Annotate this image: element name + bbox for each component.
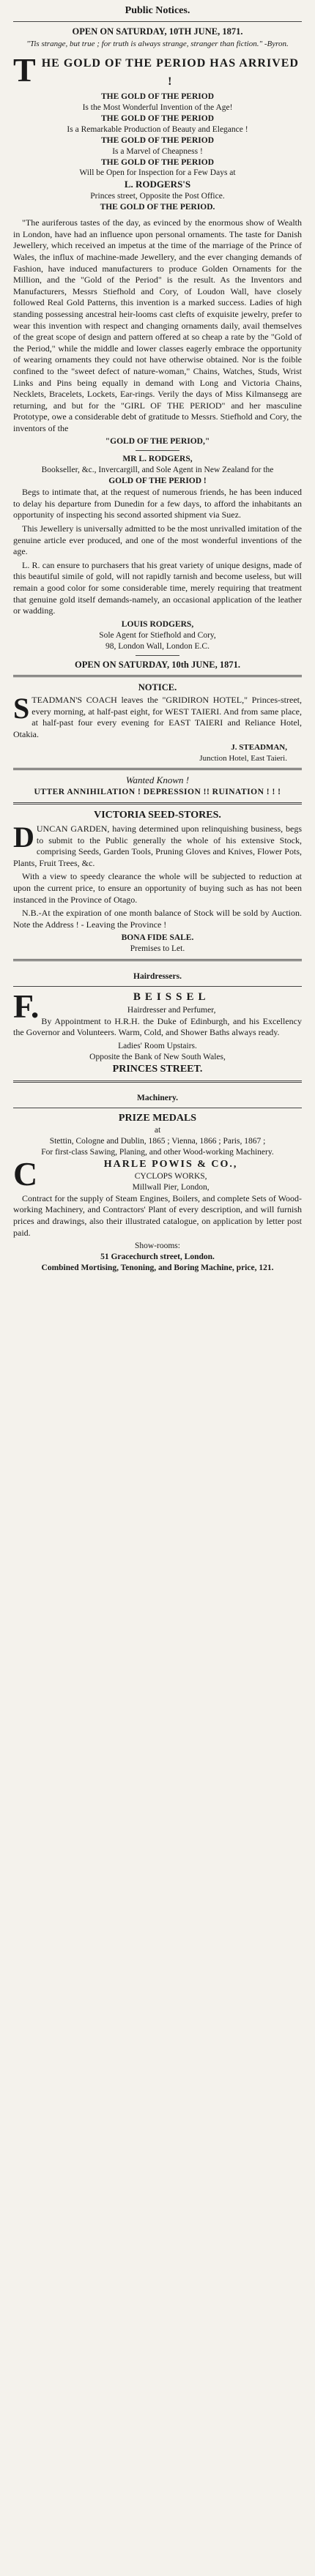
gold-line: Princes street, Opposite the Post Office. bbox=[90, 192, 225, 201]
gold-line: THE GOLD OF THE PERIOD bbox=[101, 157, 214, 167]
gold-line: Is the Most Wonderful Invention of the Age! bbox=[82, 102, 233, 112]
gold-sign-line: Sole Agent for Stiefhold and Cory, bbox=[99, 630, 216, 640]
hairdresser-name: BEISSEL bbox=[133, 991, 210, 1004]
machinery-pier: Millwall Pier, London, bbox=[132, 1182, 210, 1192]
victoria-nb: N.B.-At the expiration of one month balance of Stock will be sold by Auction. Note the Address ! - Leaving the Province ! bbox=[13, 908, 302, 930]
wanted-notice bbox=[13, 774, 302, 798]
machinery-works: CYCLOPS WORKS, bbox=[134, 1172, 207, 1181]
divider bbox=[13, 768, 302, 770]
gold-body: "The auriferous tastes of the day, as evinced by the enormous show of Wealth in London, have had an influence upon personal ornaments. The taste for Danish Jewellery, which received an impetus at the time of the marriage of the Prince of Wales, the influx of machine-made Jewellery, and the ever changing demands of Fashion, have induced manufacturers to produce Golden Ornaments for the Million, and the "Gold of the Period" is the result. As the Inventors and Manufacturers, Messrs Stiefhold and Cory, of Loudon Wall, have closely followed Real Gold Patterns, this invention is a marked success. Ladies of high standing possessing ancestral heir-looms cast clefts of exquisite jewelry, prefer to wear this invention with respect and changing ornaments daily, avail themselves of the great scope of design and pattern offered at so cheap a rate by the "Gold of the Period," while the middle and lower classes eagerly embrace the opportunity of wearing ornaments they could not have otherwise obtained. Nor is the foible confined to the "sweet defect of nature-woman," Chains, Watches, Studs, Wrist Links and Pins being equally in demand with Long and Victoria Chains, Necklets, Bracelets, Lockets, Ear-rings. Verily the days of Miss Kilmansegg are returning, and but for the "GIRL OF THE PERIOD" and her masculine Prototype, owe a considerable debt of gratitude to Messrs. Stiefhold and Cory, the inventors of the bbox=[13, 217, 302, 433]
notice-body bbox=[13, 692, 302, 740]
machinery-addr: Combined Mortising, Tenoning, and Boring Machine, price, 121. bbox=[41, 1263, 274, 1273]
hairdresser-address: PRINCES STREET. bbox=[112, 1063, 203, 1075]
gold-line: THE GOLD OF THE PERIOD bbox=[101, 92, 214, 101]
victoria-drop-cap: D bbox=[13, 821, 34, 854]
machinery-firm-block bbox=[13, 1154, 302, 1193]
gold-line: Will be Open for Inspection for a Few Days at bbox=[79, 168, 236, 178]
machinery-advertisement bbox=[13, 1093, 302, 1274]
hairdressers-heading: Hairdressers. bbox=[133, 972, 182, 982]
machinery-show: Show-rooms: bbox=[135, 1242, 180, 1251]
gold-assure: L. R. can ensure to purchasers that his great variety of unique designs, made of this beautiful simile of gold, will not rapidly tarnish and become useless, but will remain a good color for some considerable time, merely requiring that treatment that genuine gold itself demands-namely, an occasional application of the leather or wadding. bbox=[13, 559, 302, 616]
wanted-line: Wanted Known ! bbox=[125, 774, 190, 786]
machinery-addr: 51 Gracechurch street, London. bbox=[100, 1252, 215, 1262]
gold-line: THE GOLD OF THE PERIOD bbox=[101, 135, 214, 145]
section-header: Public Notices. bbox=[125, 5, 190, 16]
victoria-text: UNCAN GARDEN, having determined upon relinquishing business, begs to submit to the Public generally the whole of his extensive Stock, comprising Seeds, Garden Tools, Pruning Gloves and Knives, Flower Pots, Plants, Fruit Trees, &c. bbox=[13, 824, 302, 868]
machinery-firm: HARLE POWIS & CO., bbox=[103, 1158, 238, 1170]
gold-sign-line: 98, London Wall, London E.C. bbox=[105, 641, 210, 651]
victoria-title: VICTORIA SEED-STORES. bbox=[94, 809, 221, 821]
machinery-places: Stettin, Cologne and Dublin, 1865 ; Vienna, 1866 ; Paris, 1867 ; bbox=[49, 1136, 266, 1146]
notice-drop-cap: S bbox=[13, 692, 30, 725]
divider bbox=[136, 655, 179, 656]
hairdresser-line: Hairdresser and Perfumer, bbox=[127, 1005, 216, 1015]
rodgers-gold: GOLD OF THE PERIOD ! bbox=[108, 477, 207, 486]
gold-line: THE GOLD OF THE PERIOD bbox=[101, 113, 214, 123]
divider bbox=[13, 986, 302, 987]
gold-line: Is a Remarkable Production of Beauty and Elegance ! bbox=[67, 124, 248, 134]
gold-line: Is a Marvel of Cheapness ! bbox=[112, 146, 203, 156]
hairdresser-opposite: Opposite the Bank of New South Wales, bbox=[89, 1052, 226, 1061]
hairdresser-ad bbox=[13, 990, 302, 1076]
divider bbox=[13, 802, 302, 804]
victoria-sale: BONA FIDE SALE. bbox=[121, 933, 194, 943]
gold-line: THE GOLD OF THE PERIOD. bbox=[100, 203, 215, 212]
notice-sign-sub: Junction Hotel, East Taieri. bbox=[199, 753, 287, 763]
gold-closing-quote: "GOLD OF THE PERIOD," bbox=[105, 437, 210, 447]
rodgers-desc: Bookseller, &c., Invercargill, and Sole Agent in New Zealand for the bbox=[41, 466, 274, 475]
victoria-body bbox=[13, 821, 302, 869]
notice-sign: J. STEADMAN, bbox=[231, 743, 287, 753]
notice-title: NOTICE. bbox=[138, 682, 177, 692]
divider bbox=[136, 450, 179, 451]
gold-opening: OPEN ON SATURDAY, 10TH JUNE, 1871. bbox=[72, 26, 243, 37]
gold-line: L. RODGERS'S bbox=[124, 179, 191, 190]
machinery-prize: PRIZE MEDALS bbox=[118, 1112, 197, 1124]
divider bbox=[13, 959, 302, 961]
gold-headline bbox=[13, 51, 302, 92]
machinery-contract: Contract for the supply of Steam Engines, Boilers, and complete Sets of Wood-working Machinery, and Contractors' Plant of every description, and will furnish prices and drawings, also their illustrated catalogue, on application by letter post paid. bbox=[13, 1192, 302, 1238]
gold-advertisement bbox=[13, 26, 302, 671]
victoria-view: With a view to speedy clearance the whole will be subjected to reduction at upon the current price, to ensure an opportunity of buying such as has not been instanced in the Province of Otago. bbox=[13, 871, 302, 905]
notice-text: TEADMAN'S COACH leaves the "GRIDIRON HOTEL," Princes-street, every morning, at half-past eight, for WEST TAIERI. And from same place, at half-past four every evening for EAST TAIERI and Reliance Hotel, Otakia. bbox=[13, 695, 302, 739]
gold-jewellery: This Jewellery is universally admitted to be the most unrivalled imitation of the genuine article ever produced, and one of the most wonderful inventions of the age. bbox=[13, 523, 302, 557]
gold-drop-cap: T bbox=[13, 51, 37, 89]
gold-opening-again: OPEN ON SATURDAY, 10th JUNE, 1871. bbox=[75, 659, 240, 670]
divider bbox=[13, 1080, 302, 1083]
gold-sign-name: LOUIS RODGERS, bbox=[121, 619, 194, 629]
coach-notice bbox=[13, 682, 302, 764]
machinery-drop-cap: C bbox=[13, 1154, 38, 1192]
hairdresser-drop-cap: F. bbox=[13, 988, 40, 1026]
divider bbox=[13, 21, 302, 22]
gold-headline-text: HE GOLD OF THE PERIOD HAS ARRIVED ! bbox=[41, 56, 299, 89]
machinery-heading: Machinery. bbox=[137, 1093, 178, 1102]
wanted-line: UTTER ANNIHILATION ! DEPRESSION !! RUINATION ! ! ! bbox=[34, 787, 281, 796]
divider bbox=[13, 675, 302, 677]
machinery-at: at bbox=[154, 1126, 161, 1135]
victoria-premises: Premises to Let. bbox=[130, 944, 185, 954]
rodgers-name: MR L. RODGERS, bbox=[122, 455, 193, 464]
gold-intimate: Begs to intimate that, at the request of numerous friends, he has been induced to delay his departure from Dunedin for a few days, to afford the inhabitants an opportunity of inspecting his second assorted shipment via Suez. bbox=[13, 487, 302, 520]
hairdresser-ladies: Ladies' Room Upstairs. bbox=[118, 1041, 197, 1050]
machinery-forlist: For first-class Sawing, Planing, and other Wood-working Machinery. bbox=[41, 1147, 274, 1157]
seed-store-advertisement bbox=[13, 809, 302, 955]
hairdresser-advertisement bbox=[13, 971, 302, 1076]
gold-quote: "Tis strange, but true ; for truth is always strange, stranger than fiction." -Byron. bbox=[26, 40, 289, 49]
newspaper-page bbox=[10, 0, 305, 1274]
hairdresser-body: By Appointment to H.R.H. the Duke of Edinburgh, and his Excellency the Governor and Volunteers. Warm, Cold, and Shower Baths always ready. bbox=[13, 1015, 302, 1038]
